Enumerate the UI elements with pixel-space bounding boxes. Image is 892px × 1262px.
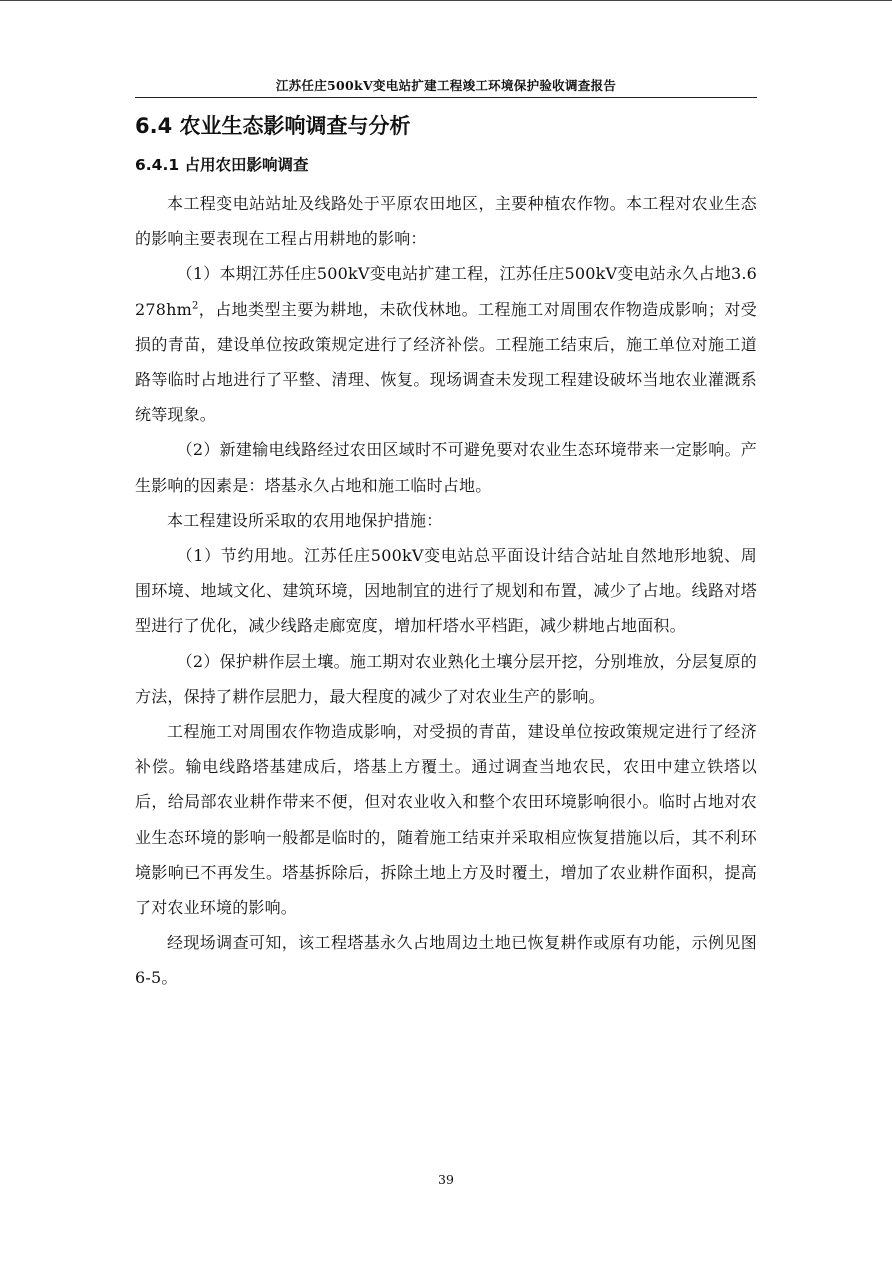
paragraph-measures-intro: 本工程建设所采取的农用地保护措施： <box>167 510 443 530</box>
document-body <box>135 106 757 996</box>
paragraph-measure-2: （2）保护耕作层土壤。施工期对农业熟化土壤分层开挖，分别堆放，分层复原的方法，保持了耕作层肥力，最大程度的减少了对农业生产的影响。 <box>135 651 757 706</box>
paragraph-impact: 工程施工对周围农作物造成影响，对受损的青苗，建设单位按政策规定进行了经济补偿。输电线路塔基建成后，塔基上方覆土。通过调查当地农民，农田中建立铁塔以后，给局部农业耕作带来不便，但对农业收入和整个农田环境影响很小。临时占地对农业生态环境的影响一般都是临时的，随着施工结束并采取相应恢复措施以后，其不利环境影响已不再发生。塔基拆除后，拆除土地上方及时覆土，增加了农业耕作面积，提高了对农业环境的影响。 <box>135 722 757 918</box>
page-top-border <box>0 0 892 1</box>
paragraph-item-1-substation <box>135 256 757 432</box>
paragraph-measure-1: （1）节约用地。江苏任庄500kV变电站总平面设计结合站址自然地形地貌、周围环境、地域文化、建筑环境，因地制宜的进行了规划和布置，减少了占地。线路对塔型进行了优化，减少线路走廊宽度，增加杆塔水平档距，减少耕地占地面积。 <box>135 546 757 636</box>
paragraph-conclusion: 经现场调查可知，该工程塔基永久占地周边土地已恢复耕作或原有功能，示例见图6-5。 <box>135 933 757 988</box>
paragraph-item-2-lines: （2）新建输电线路经过农田区域时不可避免要对农业生态环境带来一定影响。产生影响的因素是：塔基永久占地和施工临时占地。 <box>135 440 757 495</box>
section-title: 6.4 农业生态影响调查与分析 <box>135 114 411 138</box>
paragraph-intro: 本工程变电站站址及线路处于平原农田地区，主要种植农作物。本工程对农业生态的影响主要表现在工程占用耕地的影响： <box>135 194 757 249</box>
page-number: 39 <box>438 1172 454 1187</box>
running-header: 江苏任庄500kV变电站扩建工程竣工环境保护验收调查报告 <box>275 78 617 93</box>
subsection-title: 6.4.1 占用农田影响调查 <box>135 156 309 174</box>
paragraph-item-1-text-a: （1）本期江苏任庄500kV变电站扩建工程，江苏任庄500kV变电站永久占地3.6278hm <box>135 264 757 319</box>
paragraph-item-1-text-b: ，占地类型主要为耕地，未砍伐林地。工程施工对周围农作物造成影响；对受损的青苗，建设单位按政策规定进行了经济补偿。工程施工结束后，施工单位对施工道路等临时占地进行了平整、清理、恢复。现场调查未发现工程建设破坏当地农业灌溉系统等现象。 <box>135 299 757 425</box>
superscript-unit: 2 <box>192 300 199 312</box>
header-rule <box>135 97 757 98</box>
